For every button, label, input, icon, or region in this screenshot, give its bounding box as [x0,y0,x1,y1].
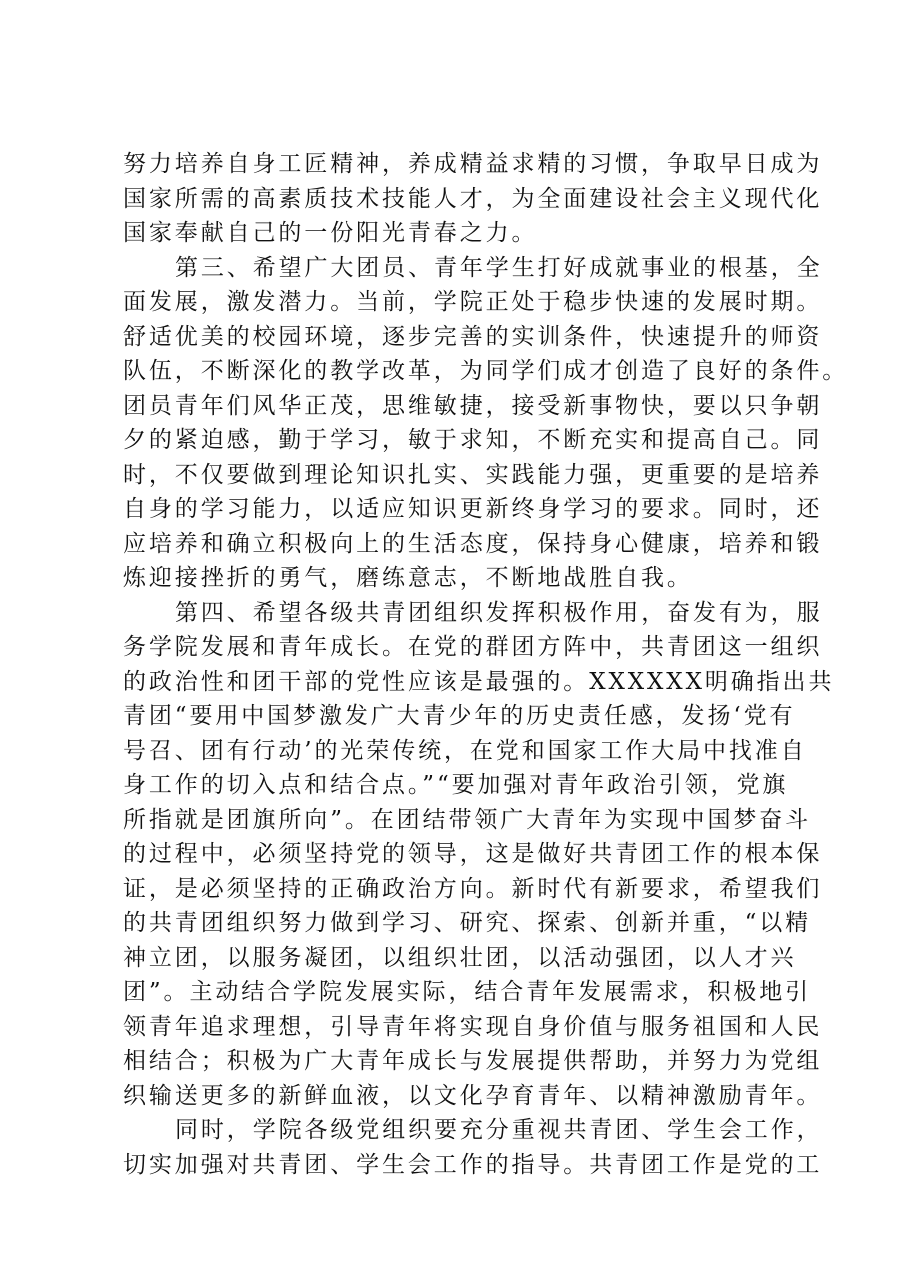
text-line: 舒适优美的校园环境，逐步完善的实训条件，快速提升的师资 [123,323,823,350]
text-line: 织输送更多的新鲜血液，以文化孕育青年、以精神激励青年。 [123,1082,823,1109]
text-line: 团员青年们风华正茂，思维敏捷，接受新事物快，要以只争朝 [123,392,823,419]
text-line: 的共青团组织努力做到学习、研究、探索、创新并重，“以精 [123,910,812,936]
text-line: 神立团，以服务凝团，以组织壮团，以活动强团，以人才兴 [123,944,797,971]
text-line: 国家所需的高素质技术技能人才，为全面建设社会主义现代化 [123,185,823,212]
text-line: 团”。主动结合学院发展实际，结合青年发展需求，积极地引 [123,979,812,1005]
text-line: 号召、团有行动’的光荣传统，在党和国家工作大局中找准自 [123,737,807,764]
text-line: 证，是必须坚持的正确政治方向。新时代有新要求，希望我们 [123,875,823,902]
text-line: 面发展，激发潜力。当前，学院正处于稳步快速的发展时期。 [123,289,823,315]
document-body [123,147,849,1182]
text-line: 青团“要用中国梦激发广大青少年的历史责任感，发扬‘党有 [123,703,796,729]
text-line: 同时，学院各级党组织要充分重视共青团、学生会工作， [175,1117,823,1143]
text-line: 炼迎接挫折的勇气，磨练意志，不断地战胜自我。 [123,565,693,591]
text-line: 队伍，不断深化的教学改革，为同学们成才创造了良好的条件。 [123,358,849,384]
text-line: 身工作的切入点和结合点。”“要加强对青年政治引领，党旗 [123,772,789,798]
text-line: 努力培养自身工匠精神，养成精益求精的习惯，争取早日成为 [123,151,823,177]
text-line: 应培养和确立积极向上的生活态度，保持身心健康，培养和锻 [123,530,823,557]
text-line: 相结合；积极为广大青年成长与发展提供帮助，并努力为党组 [123,1048,823,1074]
text-line: 自身的学习能力，以适应知识更新终身学习的要求。同时，还 [123,496,823,522]
text-line: 的过程中，必须坚持党的领导，这是做好共青团工作的根本保 [123,841,823,867]
text-line: 时，不仅要做到理论知识扎实、实践能力强，更重要的是培养 [123,461,823,488]
text-line: 领青年追求理想，引导青年将实现自身价值与服务祖国和人民 [123,1013,823,1040]
text-line: 国家奉献自己的一份阳光青春之力。 [123,220,538,246]
text-line: 切实加强对共青团、学生会工作的指导。共青团工作是党的工 [123,1151,823,1178]
text-line: 所指就是团旗所向”。在团结带领广大青年为实现中国梦奋斗 [123,806,812,833]
text-line: 务学院发展和青年成长。在党的群团方阵中，共青团这一组织 [123,634,823,660]
text-line: 的政治性和团干部的党性应该是最强的。XXXXXX明确指出共 [123,668,835,695]
text-line: 第四、希望各级共青团组织发挥积极作用，奋发有为，服 [175,599,823,626]
text-line: 夕的紧迫感，勤于学习，敏于求知，不断充实和提高自己。同 [123,427,823,453]
text-line: 第三、希望广大团员、青年学生打好成就事业的根基，全 [175,254,823,281]
